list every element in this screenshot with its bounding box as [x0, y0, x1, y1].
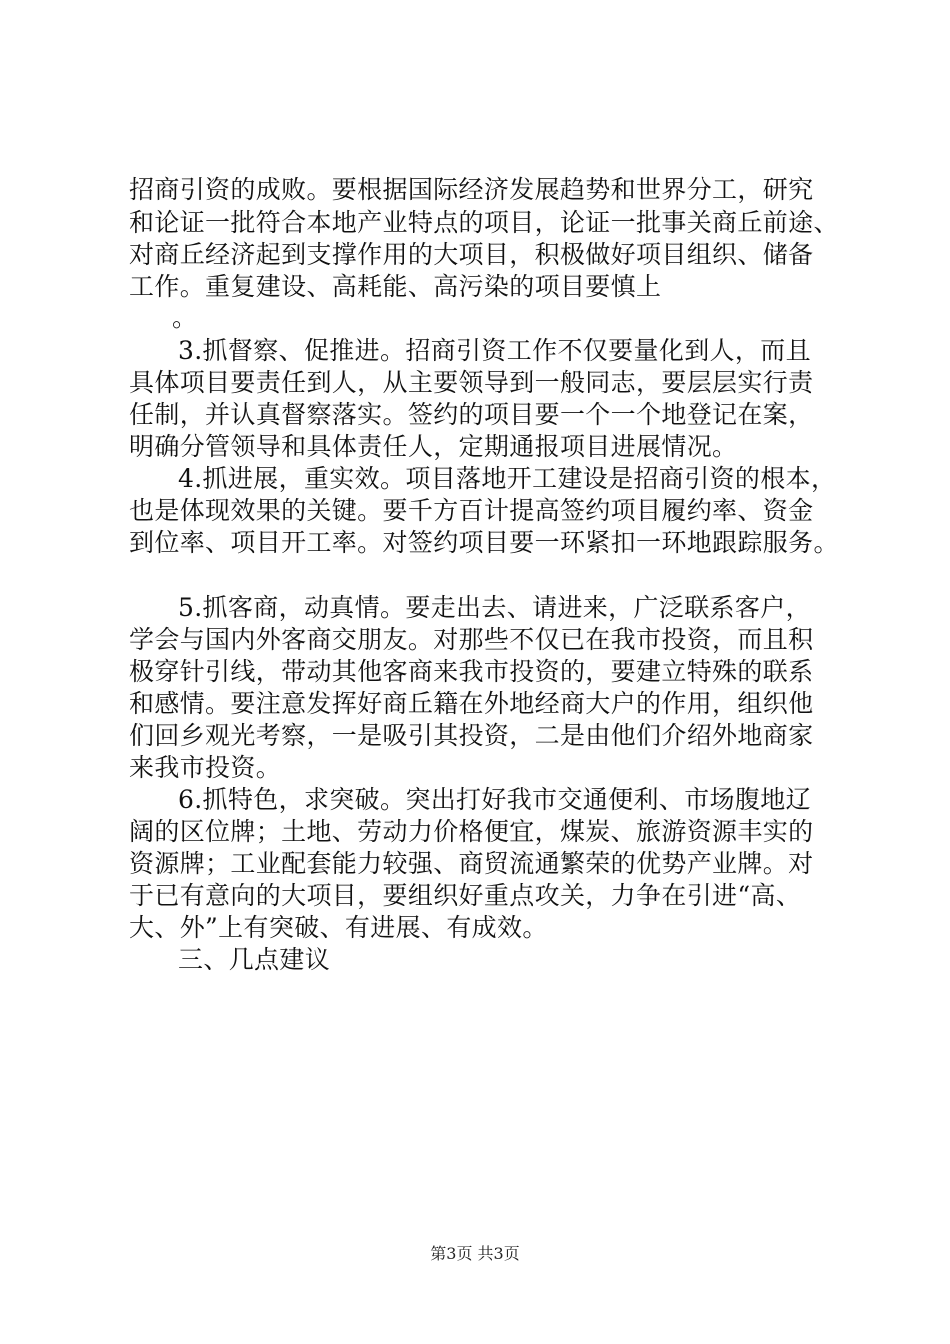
page-number: 第3页 共3页	[430, 1244, 520, 1263]
paragraph-line: 阔的区位牌；土地、劳动力价格便宜，煤炭、旅游资源丰实的	[129, 817, 814, 846]
paragraph-line: 3.抓督察、促推进。招商引资工作不仅要量化到人，而且	[178, 336, 811, 365]
paragraph-line: 6.抓特色，求突破。突出打好我市交通便利、市场腹地辽	[178, 785, 811, 814]
paragraph-line: 具体项目要责任到人，从主要领导到一般同志，要层层实行责	[129, 368, 814, 397]
paragraph-line: 们回乡观光考察，一是吸引其投资，二是由他们介绍外地商家	[129, 721, 814, 750]
paragraph-line: 到位率、项目开工率。对签约项目要一环紧扣一环地跟踪服务。	[129, 528, 839, 557]
paragraph-line: 资源牌；工业配套能力较强、商贸流通繁荣的优势产业牌。对	[129, 849, 814, 878]
paragraph-line: 于已有意向的大项目，要组织好重点攻关，力争在引进“高、	[129, 881, 802, 910]
paragraph-line: 和感情。要注意发挥好商丘籍在外地经商大户的作用，组织他	[129, 689, 814, 718]
paragraph-line: 工作。重复建设、高耗能、高污染的项目要慎上	[129, 272, 662, 301]
paragraph-line: 明确分管领导和具体责任人，定期通报项目进展情况。	[129, 432, 738, 461]
paragraph-line: 4.抓进展，重实效。项目落地开工建设是招商引资的根本，	[178, 464, 837, 493]
paragraph-line: 和论证一批符合本地产业特点的项目，论证一批事关商丘前途、	[129, 208, 839, 237]
paragraph-line: 对商丘经济起到支撑作用的大项目，积极做好项目组织、储备	[129, 240, 814, 269]
paragraph-line: 学会与国内外客商交朋友。对那些不仅已在我市投资，而且积	[129, 625, 814, 654]
paragraph-line: 5.抓客商，动真情。要走出去、请进来，广泛联系客户，	[178, 593, 811, 622]
section-heading: 三、几点建议	[178, 945, 331, 974]
paragraph-line: 也是体现效果的关键。要千方百计提高签约项目履约率、资金	[129, 496, 814, 525]
paragraph-line: 。	[172, 303, 198, 332]
paragraph-line: 来我市投资。	[129, 753, 282, 782]
paragraph-line: 极穿针引线，带动其他客商来我市投资的，要建立特殊的联系	[129, 657, 814, 686]
paragraph-line: 任制，并认真督察落实。签约的项目要一个一个地登记在案，	[129, 400, 814, 429]
paragraph-line: 招商引资的成败。要根据国际经济发展趋势和世界分工，研究	[129, 175, 814, 204]
paragraph-line: 大、外”上有突破、有进展、有成效。	[129, 913, 548, 942]
